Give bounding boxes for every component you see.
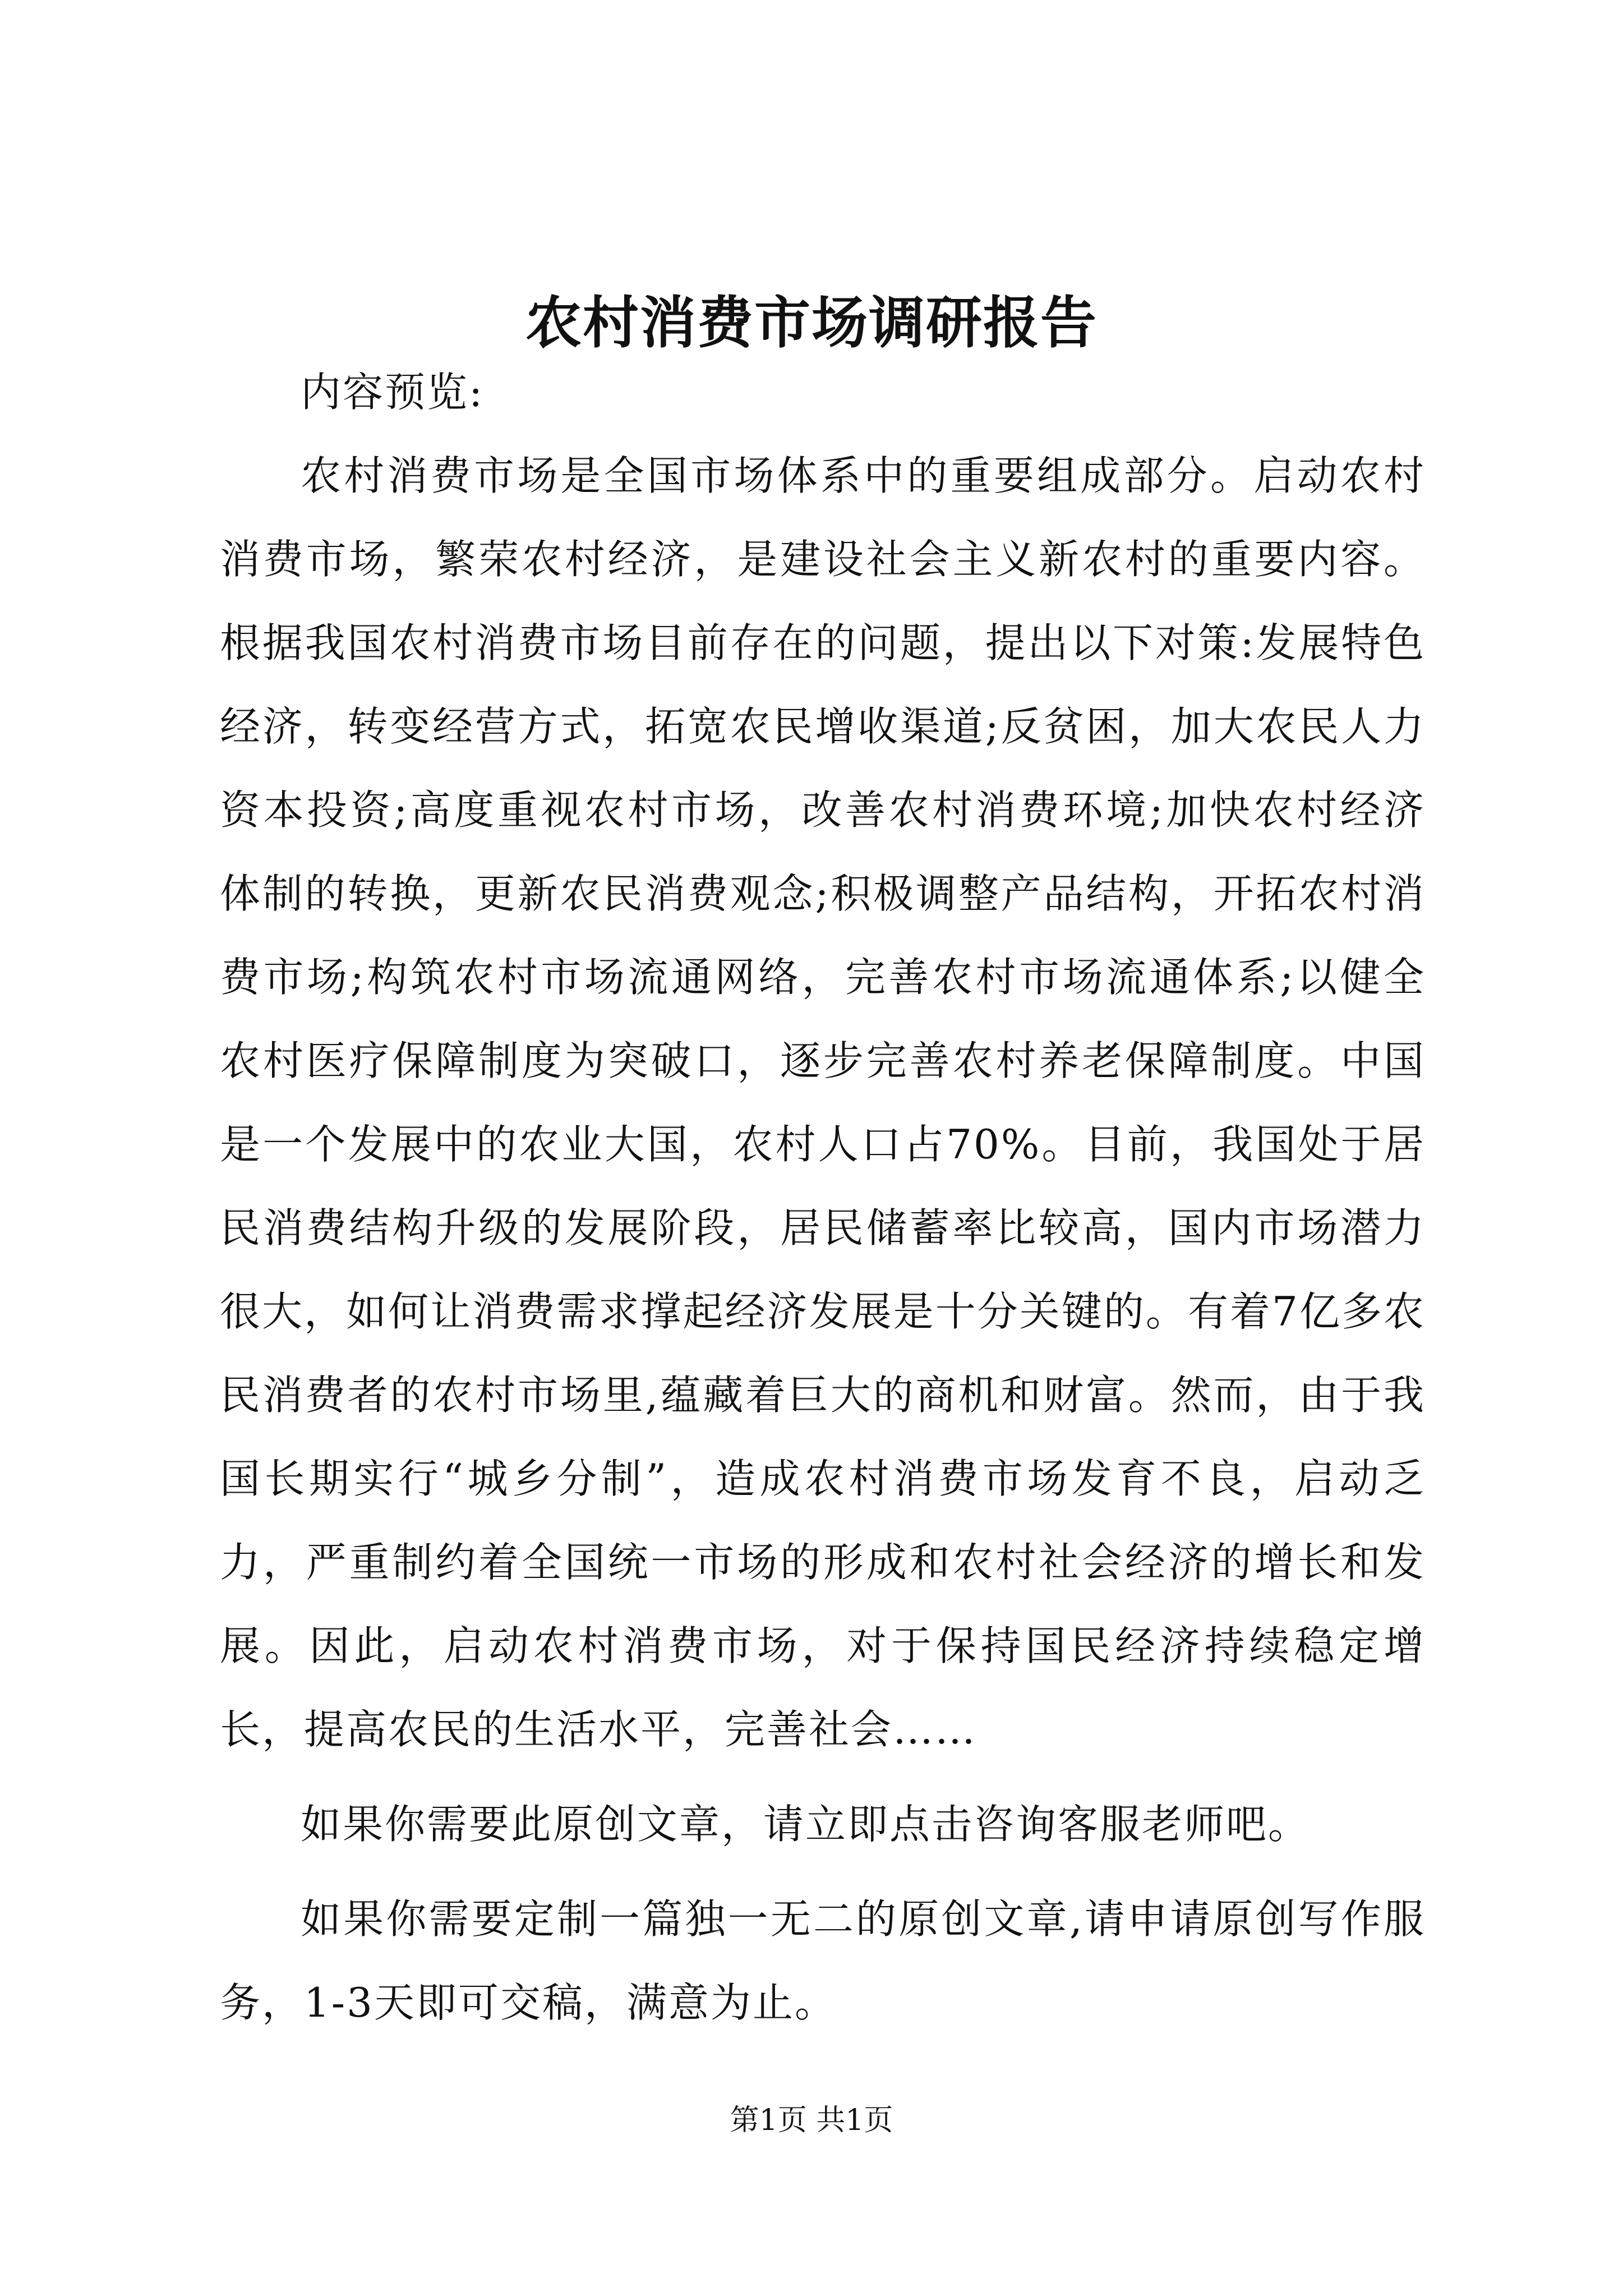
- summary-paragraph: 农村消费市场是全国市场体系中的重要组成部分。启动农村消费市场，繁荣农村经济，是建设社会主义新农村的重要内容。根据我国农村消费市场目前存在的问题，提出以下对策:发展特色经济，转变经营方式，拓宽农民增收渠道;反贫困，加大农民人力资本投资;高度重视农村市场，改善农村消费环境;加快农村经济体制的转换，更新农民消费观念;积极调整产品结构，开拓农村消费市场;构筑农村市场流通网络，完善农村市场流通体系;以健全农村医疗保障制度为突破口，逐步完善农村养老保障制度。中国是一个发展中的农业大国，农村人口占70%。目前，我国处于居民消费结构升级的发展阶段，居民储蓄率比较高，国内市场潜力很大，如何让消费需求撑起经济发展是十分关键的。有着7亿多农民消费者的农村市场里,蕴藏着巨大的商机和财富。然而，由于我国长期实行“城乡分制”，造成农村消费市场发育不良，启动乏力，严重制约着全国统一市场的形成和农村社会经济的增长和发展。因此，启动农村消费市场，对于保持国民经济持续稳定增长，提高农民的生活水平，完善社会……: [220, 452, 1426, 1753]
- document-body: [220, 351, 1426, 2045]
- page-number: 第1页 共1页: [730, 2104, 893, 2137]
- preview-label: 内容预览:: [301, 369, 485, 416]
- custom-writing-paragraph: 如果你需要定制一篇独一无二的原创文章,请申请原创写作服务，1-3天即可交稿，满意为止。: [220, 1895, 1426, 2026]
- document-title: 农村消费市场调研报告: [525, 289, 1098, 356]
- consult-paragraph: 如果你需要此原创文章，请立即点击咨询客服老师吧。: [301, 1801, 1311, 1848]
